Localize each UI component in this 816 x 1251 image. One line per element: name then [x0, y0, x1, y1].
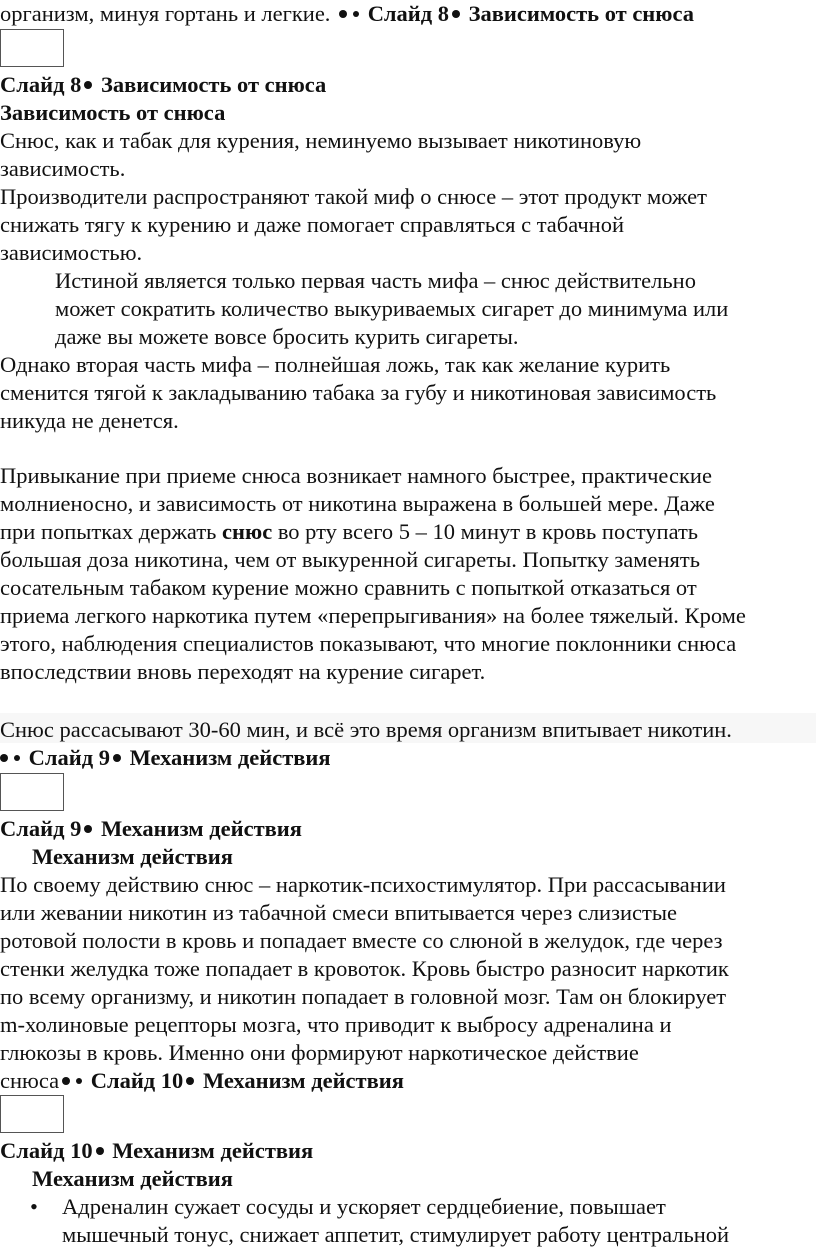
section-heading: Зависимость от снюса: [0, 100, 226, 125]
slide-label: Слайд 8: [367, 1, 450, 26]
slide-heading: [0, 815, 302, 843]
section-heading: Механизм действия: [32, 844, 233, 869]
bullet-dot-icon: [84, 81, 92, 89]
text-line: Снюс рассасывают 30-60 мин, и всё это время организм впитывает никотин.: [0, 717, 732, 742]
bold-term: снюс: [222, 519, 273, 544]
slide-image-placeholder: [0, 29, 64, 67]
bullet-dot-icon: [14, 755, 20, 761]
slide-title: Механизм действия: [100, 816, 302, 841]
bullet-dot-icon: [0, 754, 8, 762]
slide-image-placeholder: [0, 1095, 64, 1133]
text-line: [0, 518, 698, 546]
text-line: или жевании никотин из табачной смеси впитывается через слизистые: [0, 900, 677, 925]
text-line: зависимостью.: [0, 240, 143, 265]
slide-title: Механизм действия: [112, 1138, 314, 1163]
text-line: [0, 1067, 404, 1095]
text-line: Истиной является только первая часть мифа – снюс действительно: [55, 268, 696, 293]
section-heading: Механизм действия: [32, 1166, 233, 1191]
slide-label: Слайд 10: [0, 1138, 93, 1163]
bullet-dot-icon: [353, 11, 359, 17]
body-text: во рту всего 5 – 10 минут в кровь поступать: [272, 519, 699, 544]
text-line: ротовой полости в кровь и попадает вместе со слюной в желудок, где через: [0, 928, 723, 953]
text-line: глюкозы в кровь. Именно они формируют наркотическое действие: [0, 1040, 639, 1065]
slide-title: Зависимость от снюса: [100, 72, 327, 97]
bullet-dot-icon: [339, 10, 347, 18]
slide-label: Слайд 9: [0, 816, 82, 841]
list-item-text: Адреналин сужает сосуды и ускоряет сердцебиение, повышает: [62, 1194, 666, 1219]
slide-link-line: [0, 744, 331, 772]
text-line: Привыкание при приеме снюса возникает намного быстрее, практические: [0, 463, 712, 488]
bullet-dot-icon: [84, 825, 92, 833]
bullet-dot-icon: [186, 1077, 194, 1085]
body-text: организм, минуя гортань и легкие.: [0, 1, 331, 26]
text-line: приема легкого наркотика путем «перепрыгивания» на более тяжелый. Кроме: [0, 603, 746, 628]
text-line: снижать тягу к курению и даже помогает справляться с табачной: [0, 212, 624, 237]
body-text: при попытках держать: [0, 519, 223, 544]
slide-label: Слайд 8: [0, 72, 82, 97]
text-line: По своему действию снюс – наркотик-психостимулятор. При рассасывании: [0, 872, 726, 897]
text-line: Однако вторая часть мифа – полнейшая ложь, так как желание курить: [0, 352, 671, 377]
text-line: молниеносно, и зависимость от никотина выражена в большей мере. Даже: [0, 491, 715, 516]
text-line: может сократить количество выкуриваемых сигарет до минимума или: [55, 296, 729, 321]
slide-title: Механизм действия: [129, 745, 331, 770]
bullet-dot-icon: [96, 1147, 104, 1155]
text-line: даже вы можете вовсе бросить курить сигареты.: [55, 324, 519, 349]
text-line: сосательным табаком курение можно сравнить с попыткой отказаться от: [0, 575, 697, 600]
bullet-dot-icon: [113, 754, 121, 762]
list-bullet: •: [30, 1194, 38, 1219]
body-text: снюса: [0, 1068, 60, 1093]
text-line: сменится тягой к закладыванию табака за губу и никотиновая зависимость: [0, 380, 717, 405]
text-line: [0, 0, 694, 28]
text-line: Производители распространяют такой миф о снюсе – этот продукт может: [0, 184, 707, 209]
slide-title: Механизм действия: [202, 1068, 404, 1093]
text-line: по всему организму, и никотин попадает в головной мозг. Там он блокирует: [0, 984, 727, 1009]
text-line: впоследствии вновь переходят на курение сигарет.: [0, 659, 486, 684]
slide-image-placeholder: [0, 773, 64, 811]
text-line: зависимость.: [0, 156, 126, 181]
list-item-text: мышечный тонус, снижает аппетит, стимулирует работу центральной: [62, 1222, 730, 1247]
slide-heading: [0, 1137, 313, 1165]
bullet-dot-icon: [76, 1078, 82, 1084]
slide-label: Слайд 10: [90, 1068, 184, 1093]
slide-label: Слайд 9: [28, 745, 110, 770]
bullet-dot-icon: [452, 10, 460, 18]
text-line: этого, наблюдения специалистов показывают, что многие поклонники снюса: [0, 631, 737, 656]
text-line: стенки желудка тоже попадает в кровоток. Кровь быстро разносит наркотик: [0, 956, 729, 981]
text-line: Снюс, как и табак для курения, неминуемо вызывает никотиновую: [0, 128, 642, 153]
text-line: никуда не денется.: [0, 408, 179, 433]
slide-heading: [0, 71, 326, 99]
bullet-dot-icon: [62, 1077, 70, 1085]
text-line: большая доза никотина, чем от выкуренной сигареты. Попытку заменять: [0, 547, 701, 572]
slide-title: Зависимость от снюса: [468, 1, 694, 26]
text-line: m-холиновые рецепторы мозга, что приводит к выбросу адреналина и: [0, 1012, 672, 1037]
